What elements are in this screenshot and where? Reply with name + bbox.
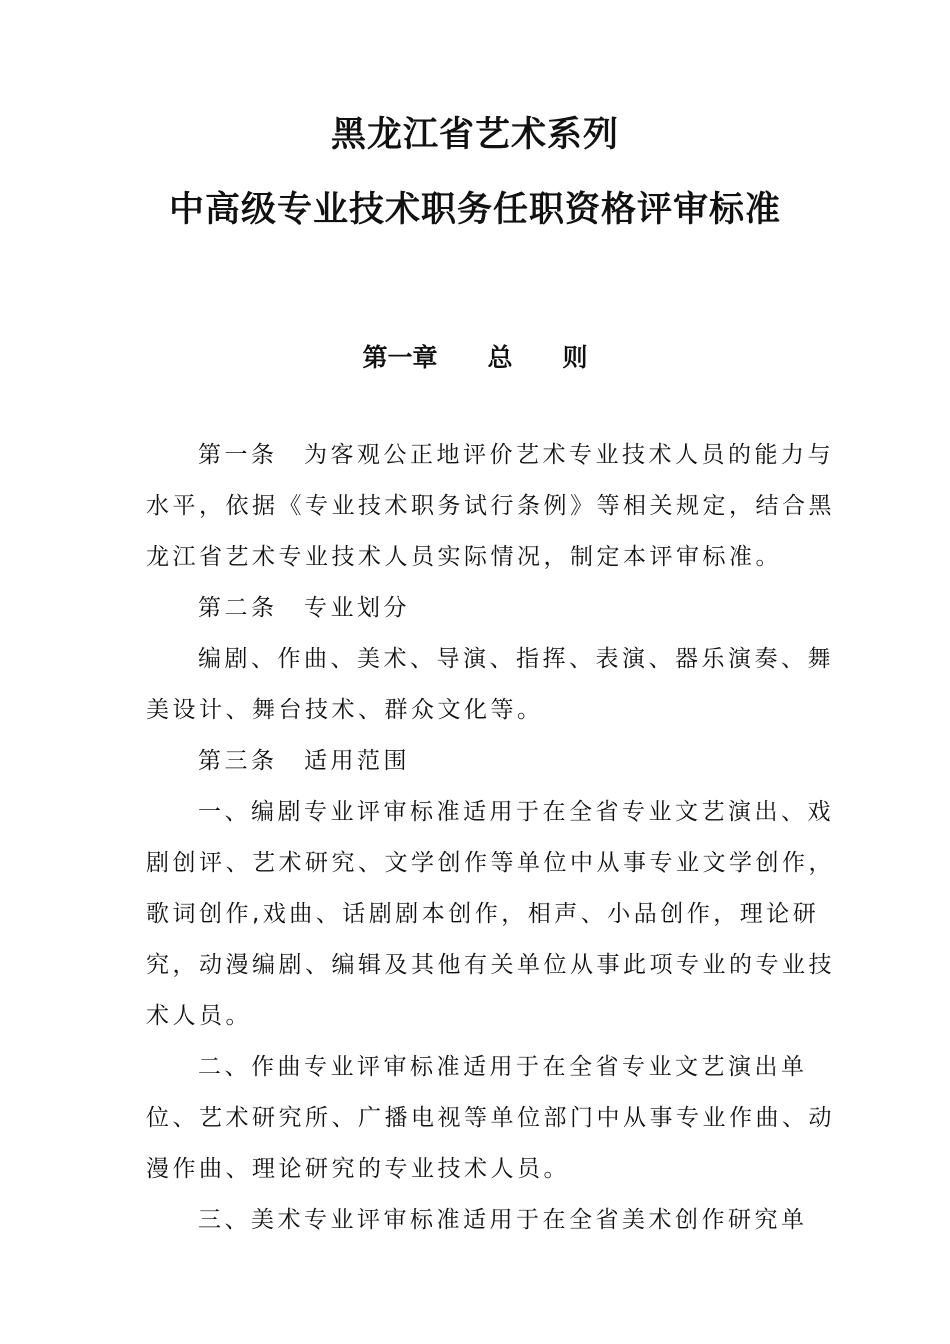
document-title-line-2: 中高级专业技术职务任职资格评审标准 [168, 189, 781, 230]
paragraph-article-1: 第一条 为客观公正地评价艺术专业技术人员的能力与水平，依据《专业技术职务试行条例》等相关规定，结合黑龙江省艺术专业技术人员实际情况，制定本评审标准。 [146, 442, 835, 570]
paragraph-scope-3: 三、美术专业评审标准适用于在全省美术创作研究单 [198, 1207, 808, 1233]
paragraph-scope-1: 一、编剧专业评审标准适用于在全省专业文艺演出、戏剧创评、艺术研究、文学创作等单位中从事专业文学创作，歌词创作,戏曲、话剧剧本创作，相声、小品创作，理论研究，动漫编剧、编辑及其他有关单位从事此项专业的专业技术人员。 [146, 799, 835, 1029]
body-text [146, 430, 836, 1246]
paragraph-article-2-heading: 第二条 专业划分 [198, 595, 410, 621]
paragraph-scope-2: 二、作曲专业评审标准适用于在全省专业文艺演出单位、艺术研究所、广播电视等单位部门中从事专业作曲、动漫作曲、理论研究的专业技术人员。 [146, 1054, 835, 1182]
paragraph-specialty-list: 编剧、作曲、美术、导演、指挥、表演、器乐演奏、舞美设计、舞台技术、群众文化等。 [146, 646, 834, 723]
paragraph-article-3-heading: 第三条 适用范围 [198, 748, 410, 774]
document-title-line-1: 黑龙江省艺术系列 [330, 114, 619, 155]
chapter-heading: 第一章 总 则 [362, 343, 588, 372]
